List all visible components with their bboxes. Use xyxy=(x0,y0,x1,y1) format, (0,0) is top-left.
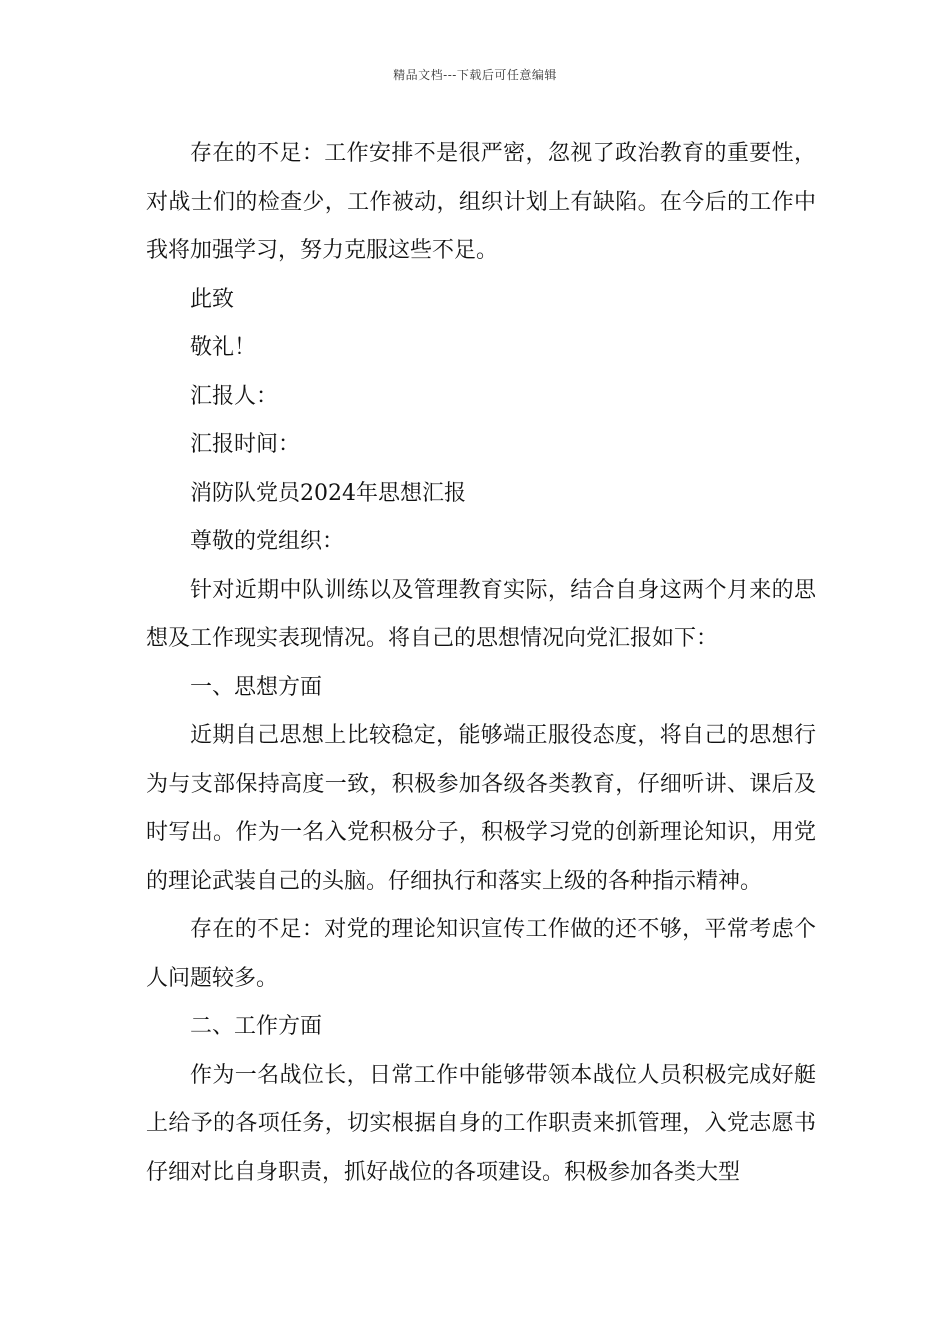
paragraph-greeting: 尊敬的党组织： xyxy=(190,529,345,554)
paragraph-section-thought: 一、思想方面 xyxy=(190,674,323,700)
paragraph-intro: 针对近期中队训练以及管理教育实际，结合自身这两个月来的思想及工作现实表现情况。将自己的思想情况向党汇报如下： xyxy=(146,577,816,651)
paragraph-shortcomings-2: 存在的不足：对党的理论知识宣传工作做的还不够，平常考虑个人问题较多。 xyxy=(146,917,816,991)
paragraph-thought-body: 近期自己思想上比较稳定，能够端正服役态度，将自己的思想行为与支部保持高度一致，积极参加各级各类教育，仔细听讲、课后及时写出。作为一名入党积极分子，积极学习党的创新理论知识，用党的理论武装自己的头脑。仔细执行和落实上级的各种指示精神。 xyxy=(146,723,816,894)
paragraph-shortcomings-1: 存在的不足：工作安排不是很严密，忽视了政治教育的重要性，对战士们的检查少，工作被动，组织计划上有缺陷。在今后的工作中我将加强学习，努力克服这些不足。 xyxy=(146,141,816,263)
paragraph-work-body: 作为一名战位长，日常工作中能够带领本战位人员积极完成好艇上给予的各项任务，切实根据自身的工作职责来抓管理，入党志愿书仔细对比自身职责，抓好战位的各项建设。积极参加各类大型 xyxy=(146,1062,816,1185)
page-header: 精品文档---下载后可任意编辑 xyxy=(393,68,557,82)
paragraph-title: 消防队党员2024年思想汇报 xyxy=(190,480,466,506)
paragraph-reporter: 汇报人： xyxy=(190,383,279,409)
paragraph-salutation: 此致 xyxy=(190,286,235,312)
document-body xyxy=(146,130,816,1197)
paragraph-report-time: 汇报时间： xyxy=(190,432,301,457)
paragraph-regards: 敬礼！ xyxy=(190,335,257,360)
paragraph-section-work: 二、工作方面 xyxy=(190,1014,323,1039)
